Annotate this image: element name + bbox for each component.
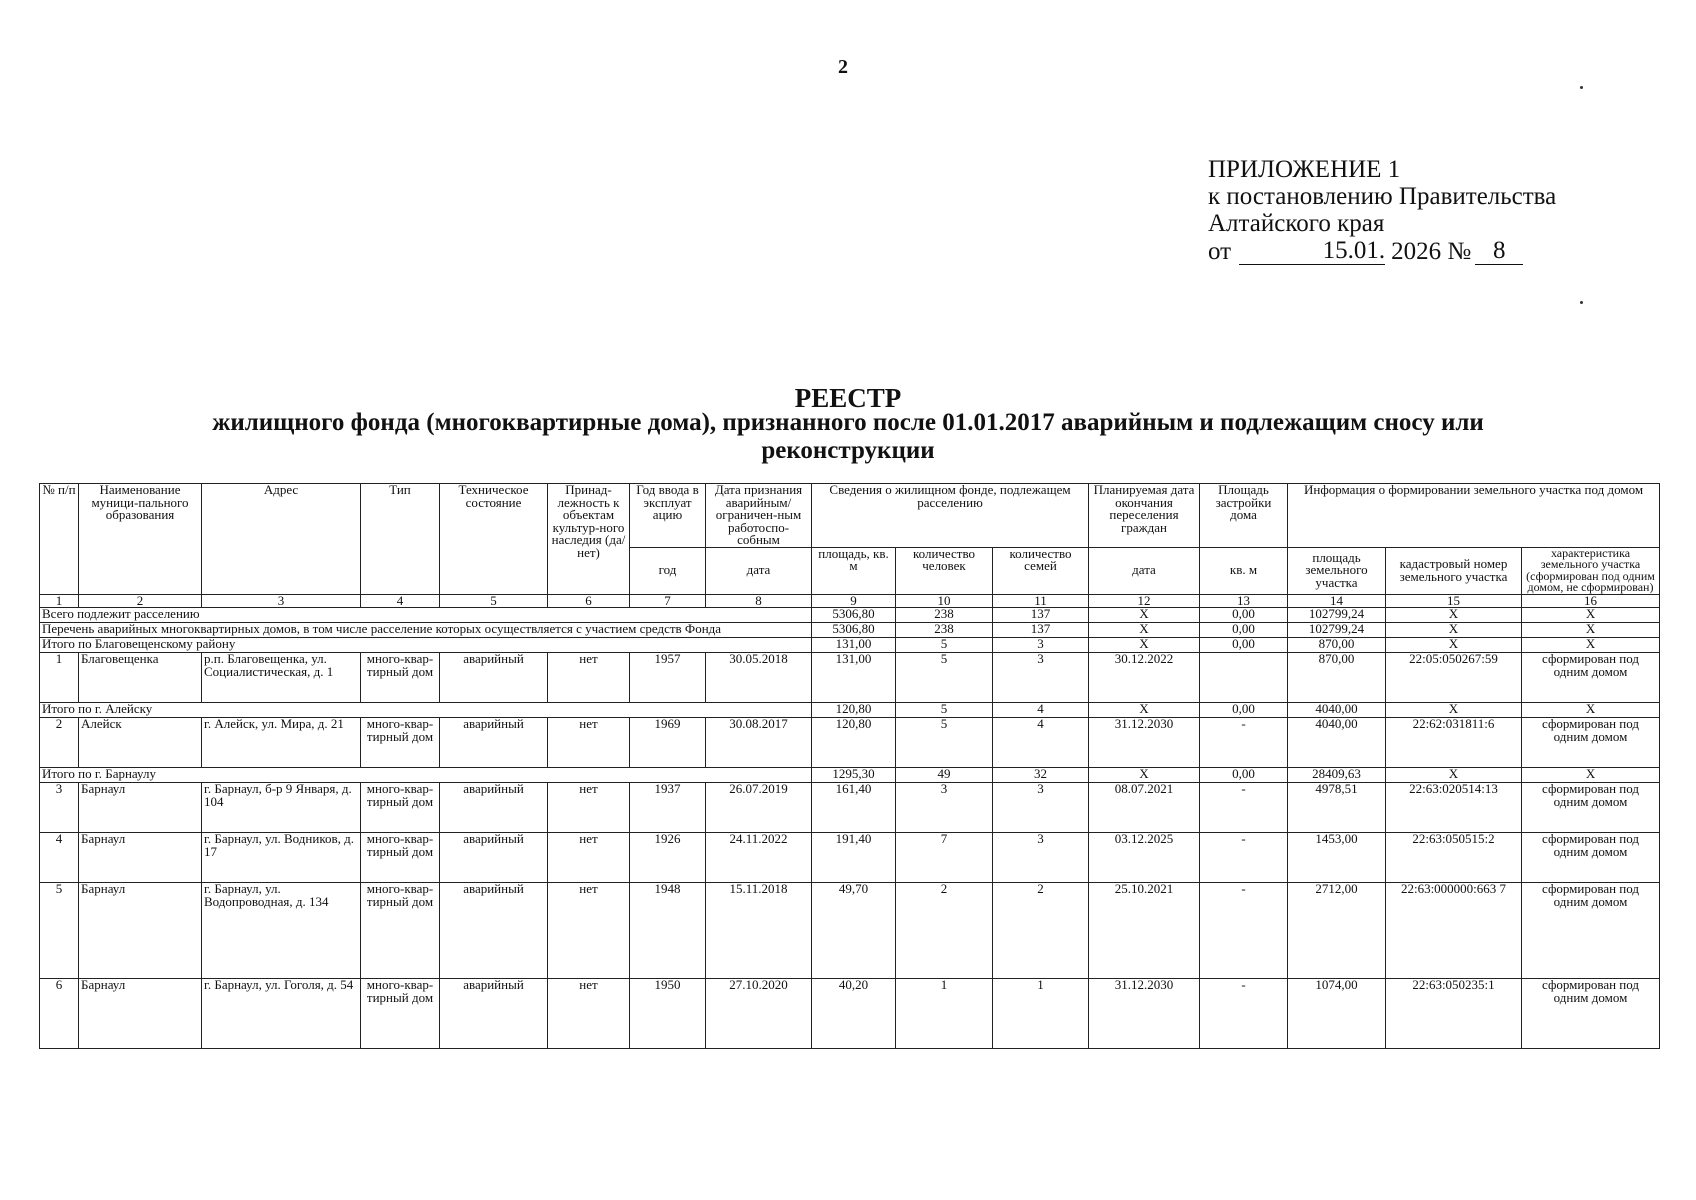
summary-date: X: [1089, 703, 1200, 718]
register-table: [39, 483, 1660, 1049]
build-area: -: [1200, 979, 1288, 1049]
municipality: Благовещенка: [79, 653, 202, 703]
year-built: 1926: [630, 833, 706, 883]
column-number: 7: [630, 594, 706, 608]
year-built: 1937: [630, 783, 706, 833]
year-built: 1957: [630, 653, 706, 703]
group-total-row: [40, 768, 1660, 783]
header-cell: кадастровый номер земельного участка: [1386, 547, 1522, 594]
summary-characteristic: X: [1522, 703, 1660, 718]
cadastral-number: 22:63:050515:2: [1386, 833, 1522, 883]
summary-area: 1295,30: [812, 768, 896, 783]
building-type: много-квар-тирный дом: [361, 833, 440, 883]
header-cell: Наименование муници-пального образования: [79, 484, 202, 595]
emergency-date: 26.07.2019: [706, 783, 812, 833]
emergency-date: 27.10.2020: [706, 979, 812, 1049]
land-area: 4040,00: [1288, 718, 1386, 768]
summary-date: X: [1089, 768, 1200, 783]
column-number-row: [40, 594, 1660, 608]
appendix-title: ПРИЛОЖЕНИЕ 1: [1208, 156, 1401, 183]
summary-area: 5306,80: [812, 608, 896, 623]
address: р.п. Благовещенка, ул. Социалистическая, д. 1: [202, 653, 361, 703]
column-number: 8: [706, 594, 812, 608]
column-number: 9: [812, 594, 896, 608]
cadastral-number: 22:63:020514:13: [1386, 783, 1522, 833]
technical-state: аварийный: [440, 979, 548, 1049]
summary-characteristic: X: [1522, 623, 1660, 638]
header-cell: Сведения о жилищном фонде, подлежащем расселению: [812, 484, 1089, 548]
row-number: 2: [40, 718, 79, 768]
scan-dot: [1580, 301, 1583, 304]
table-row: [40, 883, 1660, 979]
summary-families: 4: [993, 703, 1089, 718]
address: г. Барнаул, ул. Гоголя, д. 54: [202, 979, 361, 1049]
cadastral-number: 22:63:000000:663 7: [1386, 883, 1522, 979]
planned-date: 03.12.2025: [1089, 833, 1200, 883]
family-count: 3: [993, 653, 1089, 703]
summary-area: 131,00: [812, 638, 896, 653]
living-area: 49,70: [812, 883, 896, 979]
summary-families: 137: [993, 623, 1089, 638]
year-built: 1948: [630, 883, 706, 979]
summary-cadastral: X: [1386, 703, 1522, 718]
header-cell: Тип: [361, 484, 440, 595]
header-cell: дата: [1089, 547, 1200, 594]
land-characteristic: сформирован под одним домом: [1522, 718, 1660, 768]
appendix-year: 2026 №: [1391, 238, 1472, 265]
summary-families: 137: [993, 608, 1089, 623]
family-count: 2: [993, 883, 1089, 979]
summary-area: 5306,80: [812, 623, 896, 638]
technical-state: аварийный: [440, 833, 548, 883]
summary-date: X: [1089, 608, 1200, 623]
planned-date: 30.12.2022: [1089, 653, 1200, 703]
land-characteristic: сформирован под одним домом: [1522, 883, 1660, 979]
table-row: [40, 833, 1660, 883]
cadastral-number: 22:05:050267:59: [1386, 653, 1522, 703]
header-cell: площадь, кв. м: [812, 547, 896, 594]
building-type: много-квар-тирный дом: [361, 979, 440, 1049]
municipality: Барнаул: [79, 979, 202, 1049]
land-characteristic: сформирован под одним домом: [1522, 653, 1660, 703]
appendix-line-2: Алтайского края: [1208, 210, 1385, 237]
family-count: 3: [993, 833, 1089, 883]
family-count: 4: [993, 718, 1089, 768]
living-area: 120,80: [812, 718, 896, 768]
people-count: 5: [896, 718, 993, 768]
header-cell: Информация о формировании земельного участка под домом: [1288, 484, 1660, 548]
summary-cadastral: X: [1386, 623, 1522, 638]
summary-families: 32: [993, 768, 1089, 783]
summary-label: Итого по г. Алейску: [40, 703, 812, 718]
appendix-date-line: [1208, 237, 1556, 265]
column-number: 14: [1288, 594, 1386, 608]
column-number: 3: [202, 594, 361, 608]
heritage: нет: [548, 653, 630, 703]
living-area: 131,00: [812, 653, 896, 703]
land-area: 1453,00: [1288, 833, 1386, 883]
column-number: 16: [1522, 594, 1660, 608]
page-number: 2: [838, 56, 848, 78]
municipality: Барнаул: [79, 883, 202, 979]
people-count: 3: [896, 783, 993, 833]
column-number: 2: [79, 594, 202, 608]
summary-people: 49: [896, 768, 993, 783]
summary-families: 3: [993, 638, 1089, 653]
table-row: [40, 653, 1660, 703]
municipality: Барнаул: [79, 833, 202, 883]
municipality: Барнаул: [79, 783, 202, 833]
row-number: 5: [40, 883, 79, 979]
column-number: 11: [993, 594, 1089, 608]
building-type: много-квар-тирный дом: [361, 653, 440, 703]
build-area: [1200, 653, 1288, 703]
build-area: -: [1200, 783, 1288, 833]
technical-state: аварийный: [440, 718, 548, 768]
header-cell: кв. м: [1200, 547, 1288, 594]
people-count: 1: [896, 979, 993, 1049]
summary-land-area: 102799,24: [1288, 623, 1386, 638]
row-number: 4: [40, 833, 79, 883]
emergency-date: 30.08.2017: [706, 718, 812, 768]
land-characteristic: сформирован под одним домом: [1522, 979, 1660, 1049]
address: г. Алейск, ул. Мира, д. 21: [202, 718, 361, 768]
row-number: 3: [40, 783, 79, 833]
summary-date: X: [1089, 638, 1200, 653]
cadastral-number: 22:62:031811:6: [1386, 718, 1522, 768]
appendix-line-1: к постановлению Правительства: [1208, 183, 1557, 210]
summary-land-area: 102799,24: [1288, 608, 1386, 623]
summary-label: Всего подлежит расселению: [40, 608, 812, 623]
register-subtitle: жилищного фонда (многоквартирные дома), признанного после 01.01.2017 аварийным и подлежащим сносу или реконструкции: [212, 409, 1484, 464]
header-row: [40, 484, 1660, 548]
header-cell: Дата признания аварийным/ ограничен-ным работоспо-собным: [706, 484, 812, 548]
emergency-date: 30.05.2018: [706, 653, 812, 703]
emergency-date: 24.11.2022: [706, 833, 812, 883]
group-total-row: [40, 703, 1660, 718]
living-area: 161,40: [812, 783, 896, 833]
summary-people: 5: [896, 703, 993, 718]
year-built: 1969: [630, 718, 706, 768]
summary-build-area: 0,00: [1200, 623, 1288, 638]
column-number: 13: [1200, 594, 1288, 608]
people-count: 5: [896, 653, 993, 703]
heritage: нет: [548, 979, 630, 1049]
family-count: 3: [993, 783, 1089, 833]
appendix-from: от: [1208, 238, 1232, 265]
header-cell: количество семей: [993, 547, 1089, 594]
address: г. Барнаул, ул. Водников, д. 17: [202, 833, 361, 883]
heritage: нет: [548, 833, 630, 883]
column-number: 4: [361, 594, 440, 608]
summary-cadastral: X: [1386, 608, 1522, 623]
header-cell: № п/п: [40, 484, 79, 595]
header-cell: Адрес: [202, 484, 361, 595]
land-characteristic: сформирован под одним домом: [1522, 783, 1660, 833]
land-area: 1074,00: [1288, 979, 1386, 1049]
cadastral-number: 22:63:050235:1: [1386, 979, 1522, 1049]
year-built: 1950: [630, 979, 706, 1049]
header-cell: год: [630, 547, 706, 594]
summary-land-area: 28409,63: [1288, 768, 1386, 783]
heritage: нет: [548, 883, 630, 979]
header-cell: характеристика земельного участка (сформирован под одним домом, не сформирован): [1522, 547, 1660, 594]
table-row: [40, 979, 1660, 1049]
technical-state: аварийный: [440, 883, 548, 979]
scan-dot: [1580, 86, 1583, 89]
header-cell: количество человек: [896, 547, 993, 594]
appendix-date: 15.01.: [1239, 237, 1385, 265]
address: г. Барнаул, б-р 9 Января, д. 104: [202, 783, 361, 833]
summary-label: Итого по г. Барнаулу: [40, 768, 812, 783]
summary-build-area: 0,00: [1200, 638, 1288, 653]
column-number: 1: [40, 594, 79, 608]
emergency-date: 15.11.2018: [706, 883, 812, 979]
summary-people: 238: [896, 608, 993, 623]
register-title: РЕЕСТР: [794, 383, 902, 413]
header-cell: площадь земельного участка: [1288, 547, 1386, 594]
land-area: 870,00: [1288, 653, 1386, 703]
heritage: нет: [548, 718, 630, 768]
summary-area: 120,80: [812, 703, 896, 718]
living-area: 191,40: [812, 833, 896, 883]
planned-date: 25.10.2021: [1089, 883, 1200, 979]
row-number: 1: [40, 653, 79, 703]
summary-characteristic: X: [1522, 638, 1660, 653]
building-type: много-квар-тирный дом: [361, 883, 440, 979]
summary-people: 238: [896, 623, 993, 638]
build-area: -: [1200, 883, 1288, 979]
living-area: 40,20: [812, 979, 896, 1049]
column-number: 6: [548, 594, 630, 608]
appendix-number: 8: [1475, 237, 1523, 265]
summary-build-area: 0,00: [1200, 768, 1288, 783]
summary-label: Перечень аварийных многоквартирных домов, в том числе расселение которых осуществляется с участием средств Фонда: [40, 623, 812, 638]
group-total-row: [40, 638, 1660, 653]
column-number: 10: [896, 594, 993, 608]
summary-build-area: 0,00: [1200, 608, 1288, 623]
appendix-block: [1208, 156, 1556, 265]
summary-cadastral: X: [1386, 638, 1522, 653]
header-cell: дата: [706, 547, 812, 594]
technical-state: аварийный: [440, 653, 548, 703]
land-area: 2712,00: [1288, 883, 1386, 979]
summary-land-area: 870,00: [1288, 638, 1386, 653]
summary-people: 5: [896, 638, 993, 653]
build-area: -: [1200, 718, 1288, 768]
summary-characteristic: X: [1522, 768, 1660, 783]
summary-date: X: [1089, 623, 1200, 638]
total-all-row: [40, 608, 1660, 623]
building-type: много-квар-тирный дом: [361, 783, 440, 833]
heritage: нет: [548, 783, 630, 833]
summary-characteristic: X: [1522, 608, 1660, 623]
header-cell: Площадь застройки дома: [1200, 484, 1288, 548]
build-area: -: [1200, 833, 1288, 883]
column-number: 5: [440, 594, 548, 608]
planned-date: 31.12.2030: [1089, 718, 1200, 768]
technical-state: аварийный: [440, 783, 548, 833]
planned-date: 08.07.2021: [1089, 783, 1200, 833]
summary-land-area: 4040,00: [1288, 703, 1386, 718]
total-fund-row: [40, 623, 1660, 638]
table-body: [40, 594, 1660, 1049]
table-row: [40, 783, 1660, 833]
header-cell: Принад-лежность к объектам культур-ного наследия (да/нет): [548, 484, 630, 595]
address: г. Барнаул, ул. Водопроводная, д. 134: [202, 883, 361, 979]
summary-build-area: 0,00: [1200, 703, 1288, 718]
summary-label: Итого по Благовещенскому району: [40, 638, 812, 653]
summary-cadastral: X: [1386, 768, 1522, 783]
column-number: 12: [1089, 594, 1200, 608]
table-row: [40, 718, 1660, 768]
building-type: много-квар-тирный дом: [361, 718, 440, 768]
people-count: 2: [896, 883, 993, 979]
people-count: 7: [896, 833, 993, 883]
land-area: 4978,51: [1288, 783, 1386, 833]
header-cell: Техническое состояние: [440, 484, 548, 595]
land-characteristic: сформирован под одним домом: [1522, 833, 1660, 883]
header-cell: Год ввода в эксплуат ацию: [630, 484, 706, 548]
planned-date: 31.12.2030: [1089, 979, 1200, 1049]
header-cell: Планируемая дата окончания переселения граждан: [1089, 484, 1200, 548]
column-number: 15: [1386, 594, 1522, 608]
family-count: 1: [993, 979, 1089, 1049]
municipality: Алейск: [79, 718, 202, 768]
row-number: 6: [40, 979, 79, 1049]
